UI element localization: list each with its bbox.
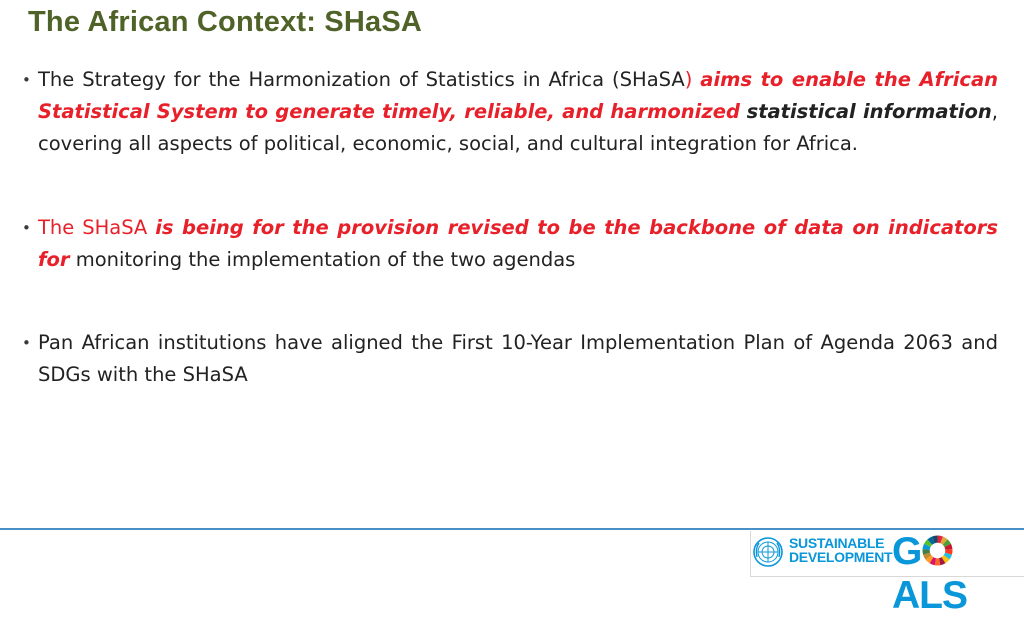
bullet-marker: •: [22, 71, 31, 89]
bullet-list: [22, 64, 998, 391]
bullet-3-text: Pan African institutions have aligned the First 10-Year Implementation Plan of Agenda 2063 and SDGs with the SHaSA: [38, 331, 998, 387]
goals-wordmark: [892, 530, 1024, 618]
bullet-marker: •: [22, 334, 31, 353]
slide-title: The African Context: SHaSA: [28, 6, 423, 38]
bullet-1-text-a: The Strategy for the Harmonization of Statistics in Africa (SHaSA: [38, 68, 685, 91]
bullet-item-1: [22, 64, 998, 161]
bullet-marker: •: [22, 218, 31, 237]
sdg-wordmark: [789, 536, 892, 564]
bullet-1-text-b: ): [684, 68, 693, 91]
sdg-wordmark-line-1: SUSTAINABLE: [789, 535, 885, 551]
bullet-1-text-d: [740, 100, 747, 123]
goals-letter-g: G: [892, 530, 922, 573]
footer-divider: [0, 528, 1024, 530]
un-emblem-icon: [753, 537, 783, 567]
bullet-2-emphasis-red: is being for the provision revised to be the backbone of data on indicators for: [38, 215, 999, 271]
bullet-item-3: [22, 327, 998, 391]
goals-letters-rest: ALS: [892, 574, 967, 617]
bullet-item-2: [22, 212, 998, 276]
bullet-2-text-b: monitoring the implementation of the two agendas: [69, 247, 576, 271]
bullet-1-emphasis-red: aims to enable the African Statistical System to generate timely, reliable, and harmonized: [38, 68, 998, 124]
bullet-2-text-a: The SHaSA: [38, 215, 156, 239]
bullet-1-text-e: , covering all aspects of political, economic, social, and cultural integration for Africa.: [38, 100, 998, 156]
bullet-1-emphasis-dark: statistical information: [746, 100, 992, 124]
sdg-wordmark-line-2: DEVELOPMENT: [789, 549, 893, 565]
sdg-wheel-icon: [922, 535, 953, 566]
